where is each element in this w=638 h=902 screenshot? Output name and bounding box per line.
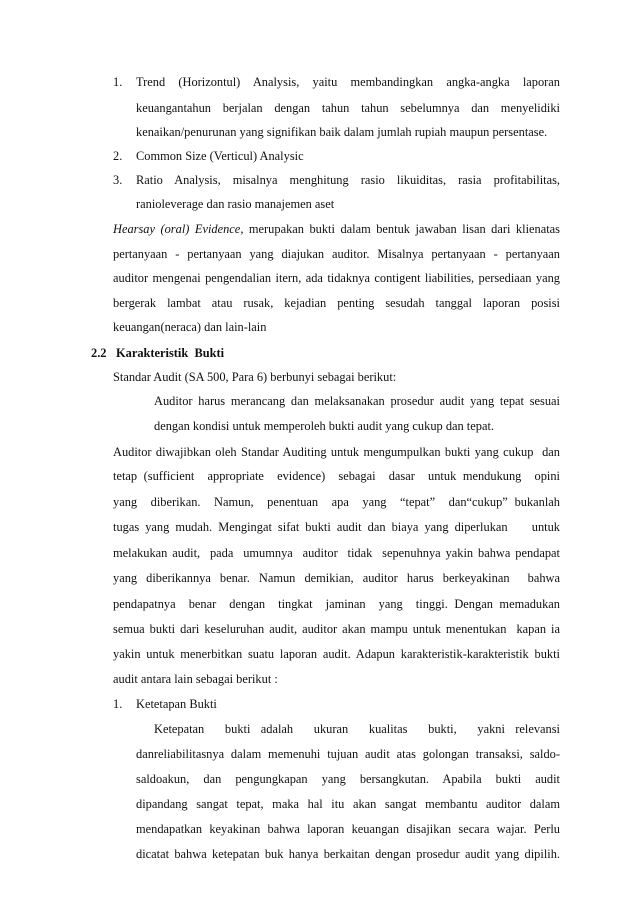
paragraph-line: auditor mengenai pengendalian itern, ada tidaknya contigent liabilities, persediaan yang (113, 271, 560, 285)
section-title: Karakteristik Bukti (116, 346, 225, 360)
paragraph-line: yang diberikan. Namun, penentuan apa yang “tepat” dan“cukup” bukanlah (113, 495, 560, 509)
list-item-number: 3. (113, 173, 123, 187)
list-item-line: keuangantahun berjalan dengan tahun tahun sebelumnya dan menyelidiki (136, 101, 560, 115)
list-item-number: 2. (113, 149, 123, 163)
list-item-line: ranioleverage dan rasio manajemen aset (136, 197, 335, 211)
paragraph-line: tetap (sufficient appropriate evidence) sebagai dasar untuk mendukung opini (113, 469, 560, 483)
quote-line: dengan kondisi untuk memperoleh bukti audit yang cukup dan tepat. (154, 419, 494, 433)
paragraph-line: yang diberikannya benar. Namun demikian, auditor harus berkeyakinan bahwa (113, 571, 560, 585)
list-item-heading: Ketetapan Bukti (136, 697, 217, 711)
list-item-number: 1. (113, 75, 123, 89)
paragraph-line: pendapatnya benar dengan tingkat jaminan yang tinggi. Dengan memadukan (113, 597, 560, 611)
hearsay-first-line-rest: , merupakan bukti dalam bentuk jawaban lisan dari klienatas (240, 222, 560, 236)
paragraph-line: audit antara lain sebagai berikut : (113, 672, 278, 686)
paragraph-line (113, 221, 560, 237)
list-item-number: 1. (113, 697, 123, 711)
paragraph-line: Auditor diwajibkan oleh Standar Auditing untuk mengumpulkan bukti yang cukup dan (113, 445, 560, 459)
standard-intro: Standar Audit (SA 500, Para 6) berbunyi sebagai berikut: (113, 370, 397, 384)
section-number: 2.2 (91, 346, 107, 360)
paragraph-line: bergerak lambat atau rusak, kejadian penting sesudah tanggal laporan posisi (113, 296, 560, 310)
list-item-line: dipandang sangat tepat, maka hal itu akan sangat membantu auditor dalam (136, 797, 560, 811)
paragraph-line: semua bukti dari keseluruhan audit, auditor akan mampu untuk menentukan kapan ia (113, 622, 560, 636)
list-item-line: dicatat bahwa ketepatan buk hanya berkaitan dengan prosedur audit yang dipilih. (136, 847, 560, 861)
paragraph-line: melakukan audit, pada umumnya auditor tidak sepenuhnya yakin bahwa pendapat (113, 546, 560, 560)
list-item-line: saldoakun, dan pengungkapan yang bersangkutan. Apabila bukti audit (136, 772, 560, 786)
paragraph-line: pertanyaan - pertanyaan yang diajukan auditor. Misalnya pertanyaan - pertanyaan (113, 247, 560, 261)
hearsay-term: Hearsay (oral) Evidence (113, 222, 241, 236)
list-item-line: danreliabilitasnya dalam memenuhi tujuan audit atas golongan transaksi, saldo- (136, 747, 560, 761)
paragraph-line: tugas yang mudah. Mengingat sifat bukti audit dan biaya yang diperlukan untuk (113, 520, 560, 534)
list-item-line: Common Size (Verticul) Analysic (136, 149, 304, 163)
list-item-line: Ratio Analysis, misalnya menghitung rasio likuiditas, rasia profitabilitas, (136, 173, 560, 187)
list-item-line: kenaikan/penurunan yang signifikan baik dalam jumlah rupiah maupun persentase. (136, 125, 548, 139)
quote-line: Auditor harus merancang dan melaksanakan prosedur audit yang tepat sesuai (154, 394, 560, 408)
paragraph-line: yakin untuk menerbitkan suatu laporan audit. Adapun karakteristik-karakteristik bukti (113, 647, 560, 661)
paragraph-line: keuangan(neraca) dan lain-lain (113, 320, 267, 334)
list-item-line: Ketepatan bukti adalah ukuran kualitas bukti, yakni relevansi (154, 722, 560, 736)
list-item-line: mendapatkan keyakinan bahwa laporan keuangan disajikan secara wajar. Perlu (136, 822, 560, 836)
list-item-line: Trend (Horizontul) Analysis, yaitu membandingkan angka-angka laporan (136, 75, 560, 89)
